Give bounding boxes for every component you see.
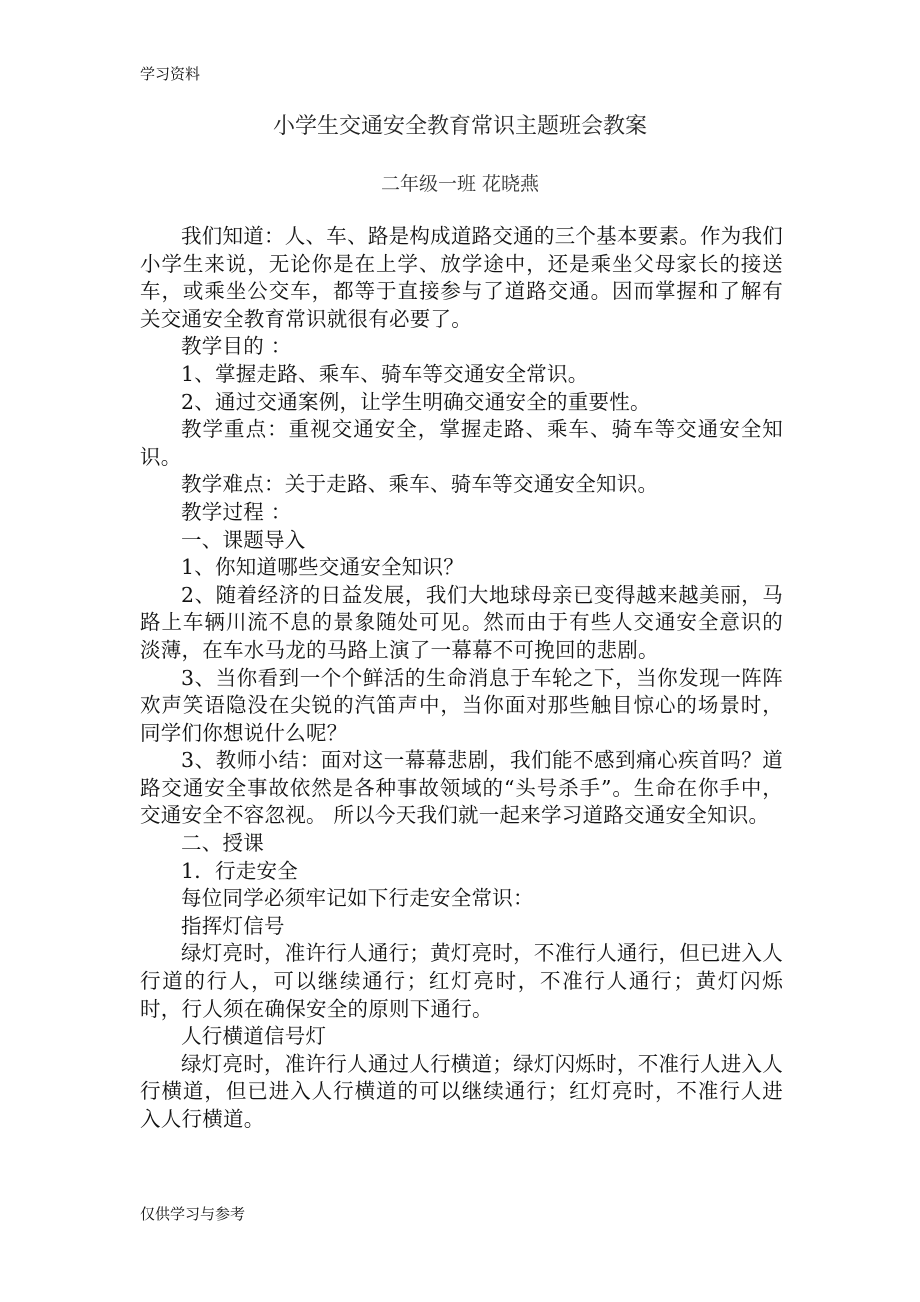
paragraph-crosswalk-rules: 绿灯亮时，准许行人通过人行横道；绿灯闪烁时，不准行人进入人行横道，但已进入人行横道的可以继续通行；红灯亮时，不准行人进入人行横道。 — [140, 1051, 783, 1131]
paragraph-difficulties: 教学难点：关于走路、乘车、骑车等交通安全知识。 — [181, 472, 659, 497]
paragraph-teacher-summary: 3、教师小结：面对这一幕幕悲剧，我们能不感到痛心疾首吗？道路交通安全事故依然是各种事故领域的“头号杀手”。生命在你手中，交通安全不容忽视。 所以今天我们就一起来学习道路交通安全知识。 — [140, 748, 783, 828]
paragraph-walking-safety: 1．行走安全 — [181, 858, 299, 883]
paragraph-walking-intro: 每位同学必须牢记如下行走安全常识： — [181, 886, 534, 911]
document-author: 二年级一班 花晓燕 — [380, 173, 540, 195]
paragraph-section-2-heading: 二、授课 — [181, 831, 264, 856]
paragraph-process-heading: 教学过程 ： — [181, 499, 292, 524]
footer-note: 仅供学习与参考 — [140, 1205, 246, 1223]
paragraph-objective-2: 2、通过交通案例，让学生明确交通安全的重要性。 — [181, 389, 651, 414]
paragraph-key-points: 教学重点：重视交通安全，掌握走路、乘车、骑车等交通安全知识。 — [140, 417, 783, 469]
paragraph-crosswalk-heading: 人行横道信号灯 — [181, 1024, 327, 1049]
paragraph-question-2: 2、随着经济的日益发展，我们大地球母亲已变得越来越美丽，马路上车辆川流不息的景象随处可见。然而由于有些人交通安全意识的淡薄，在车水马龙的马路上演了一幕幕不可挽回的悲剧。 — [140, 582, 783, 662]
document-body — [140, 223, 783, 1134]
header-note: 学习资料 — [140, 65, 201, 83]
document-title: 小学生交通安全教育常识主题班会教案 — [272, 114, 647, 139]
paragraph-section-1-heading: 一、课题导入 — [181, 527, 306, 552]
paragraph-intro: 我们知道：人、车、路是构成道路交通的三个基本要素。作为我们小学生来说，无论你是在上学、放学途中，还是乘坐父母家长的接送车，或乘坐公交车，都等于直接参与了道路交通。因而掌握和了解有关交通安全教育常识就很有必要了。 — [140, 224, 783, 331]
paragraph-signal-heading: 指挥灯信号 — [181, 913, 285, 938]
paragraph-objective-1: 1、掌握走路、乘车、骑车等交通安全常识。 — [181, 361, 589, 386]
paragraph-question-3: 3、当你看到一个个鲜活的生命消息于车轮之下，当你发现一阵阵欢声笑语隐没在尖锐的汽笛声中，当你面对那些触目惊心的场景时，同学们你想说什么呢？ — [140, 665, 783, 745]
paragraph-objectives-heading: 教学目的 ： — [181, 334, 292, 359]
paragraph-question-1: 1、你知道哪些交通安全知识？ — [181, 555, 465, 580]
paragraph-signal-rules: 绿灯亮时，准许行人通行；黄灯亮时，不准行人通行，但已进入人行道的行人，可以继续通行；红灯亮时，不准行人通行；黄灯闪烁时，行人须在确保安全的原则下通行。 — [140, 941, 783, 1021]
